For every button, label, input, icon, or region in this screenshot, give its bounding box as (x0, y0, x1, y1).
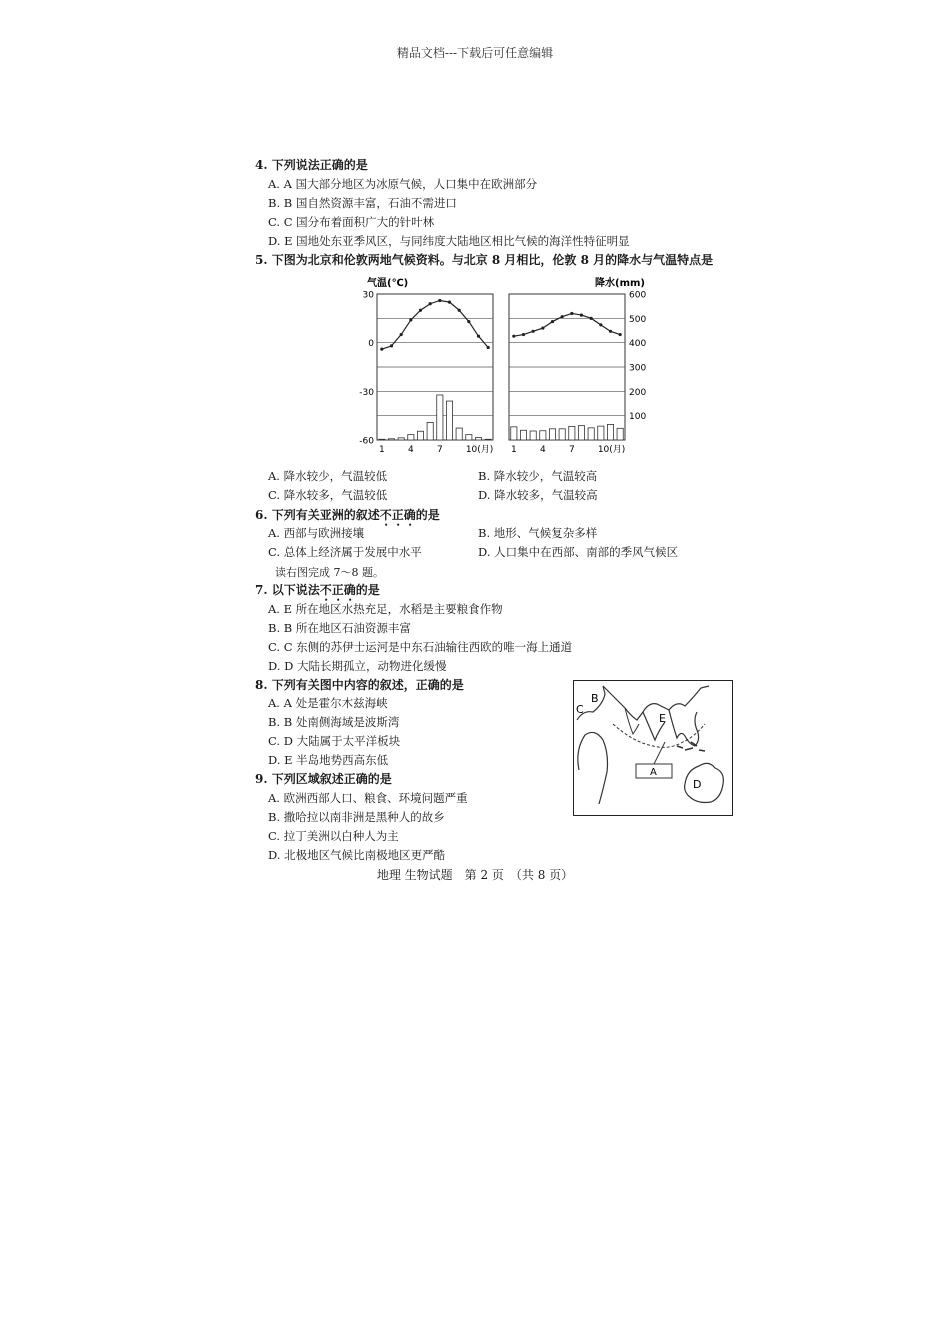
question-7-stem-emphasis: 不正确 (319, 583, 356, 597)
month-tick-label: 4 (539, 445, 546, 455)
precipitation-bar (398, 438, 404, 440)
temperature-point (561, 315, 564, 318)
question-6-option-b: B. 地形、气候复杂多样 (478, 526, 598, 540)
temperature-point (438, 299, 441, 302)
question-6-option-a: A. 西部与欧洲接壤 (268, 526, 365, 540)
precipitation-bar (559, 429, 565, 440)
map-label-d: D (693, 778, 702, 791)
question-7-option-b: B. B 所在地区石油资源丰富 (268, 621, 411, 635)
precipitation-bar (520, 430, 526, 440)
precipitation-tick-label: 400 (629, 339, 647, 350)
question-6-stem-pre: 6. 下列有关亚洲的叙述 (255, 508, 380, 522)
precipitation-bar (569, 426, 575, 440)
question-7-option-d: D. D 大陆长期孤立，动物进化缓慢 (268, 659, 447, 673)
precipitation-bars (379, 395, 624, 440)
precipitation-axis-label: 降水(mm) (595, 278, 645, 289)
temperature-point (487, 346, 490, 349)
precipitation-bar (485, 439, 491, 440)
month-tick-label: 7 (568, 445, 575, 455)
temperature-point (580, 313, 583, 316)
temperature-tick-label: 0 (368, 339, 374, 350)
temperature-ticks (359, 291, 374, 447)
map-label-e: E (659, 712, 666, 725)
question-8-option-d: D. E 半岛地势西高东低 (268, 753, 389, 767)
precipitation-bar (578, 426, 584, 440)
question-5-option-d: D. 降水较多，气温较高 (478, 488, 598, 502)
precipitation-bar (379, 439, 385, 440)
precipitation-tick-label: 200 (629, 387, 647, 398)
question-8-option-b: B. B 处南侧海域是波斯湾 (268, 715, 400, 729)
question-4-option-b: B. B 国自然资源丰富，石油不需进口 (268, 196, 457, 210)
month-tick-label: 10(月) (597, 445, 626, 455)
question-7-option-a: A. E 所在地区水热充足，水稻是主要粮食作物 (268, 602, 503, 616)
precipitation-bar (549, 429, 555, 440)
map-label-a: A (650, 767, 657, 778)
question-9-option-d: D. 北极地区气候比南极地区更严酷 (268, 848, 446, 862)
question-8-option-c: C. D 大陆属于太平洋板块 (268, 734, 401, 748)
temperature-point (409, 318, 412, 321)
precipitation-tick-label: 600 (629, 290, 647, 301)
temperature-point (380, 348, 383, 351)
temperature-point (467, 320, 470, 323)
temperature-point (541, 326, 544, 329)
question-6-stem-emphasis: 不正确 (379, 508, 416, 522)
temperature-point (590, 317, 593, 320)
precipitation-tick-label: 300 (629, 363, 647, 374)
climate-chart (355, 272, 655, 462)
precipitation-bar (437, 395, 443, 440)
month-tick-label: 1 (378, 445, 385, 455)
question-7-stem-post: 的是 (355, 583, 380, 597)
temperature-tick-label: 30 (362, 290, 374, 301)
question-4-option-c: C. C 国分布着面积广大的针叶林 (268, 215, 435, 229)
month-tick-label: 10(月) (465, 445, 494, 455)
precipitation-bar (540, 431, 546, 440)
temperature-point (522, 333, 525, 336)
chart-axis-labels (367, 276, 645, 289)
temperature-point (609, 330, 612, 333)
temperature-point (448, 301, 451, 304)
temperature-point (419, 309, 422, 312)
precipitation-bar (475, 438, 481, 440)
question-5-option-a: A. 降水较少，气温较低 (268, 469, 388, 483)
temperature-point (390, 344, 393, 347)
question-4-stem: 4. 下列说法正确的是 (255, 158, 368, 172)
question-6-option-d: D. 人口集中在西部、南部的季风气候区 (478, 545, 679, 559)
precipitation-bar (456, 428, 462, 440)
question-9-option-c: C. 拉丁美洲以白种人为主 (268, 829, 399, 843)
temperature-tick-label: -60 (359, 436, 374, 447)
precipitation-bar (598, 426, 604, 440)
question-8-stem: 8. 下列有关图中内容的叙述，正确的是 (255, 678, 464, 692)
question-6-stem-post: 的是 (415, 508, 440, 522)
month-tick-label: 4 (407, 445, 414, 455)
question-6-option-c: C. 总体上经济属于发展中水平 (268, 545, 422, 559)
temperature-point (619, 333, 622, 336)
month-tick-label: 7 (436, 445, 443, 455)
temperature-point (429, 302, 432, 305)
precipitation-tick-label: 100 (629, 412, 647, 423)
precipitation-bar (607, 424, 613, 440)
precipitation-bar (388, 439, 394, 440)
question-9-option-a: A. 欧洲西部人口、粮食、环境问题严重 (268, 791, 468, 805)
precipitation-bar (511, 427, 517, 440)
region-map (573, 680, 733, 816)
question-5-option-c: C. 降水较多，气温较低 (268, 488, 388, 502)
temperature-point (551, 320, 554, 323)
precipitation-bar (530, 431, 536, 440)
page-header: 精品文档---下载后可任意编辑 (396, 46, 554, 60)
precipitation-bar (617, 428, 623, 440)
temperature-tick-label: -30 (359, 387, 374, 398)
question-5-stem: 5. 下图为北京和伦敦两地气候资料。与北京 8 月相比，伦敦 8 月的降水与气温特点是 (255, 253, 714, 267)
temperature-line (382, 300, 488, 349)
temperature-point (477, 335, 480, 338)
temperature-point (512, 335, 515, 338)
question-4-option-a: A. A 国大部分地区为冰原气候，人口集中在欧洲部分 (268, 177, 538, 191)
question-7-stem-pre: 7. 以下说法 (255, 583, 320, 597)
precipitation-ticks (629, 291, 646, 423)
precipitation-tick-label: 500 (629, 314, 647, 325)
map-label-c: C (576, 703, 584, 716)
month-tick-label: 1 (510, 445, 517, 455)
month-ticks (379, 444, 625, 455)
precipitation-bar (408, 435, 414, 440)
map-label-b: B (591, 692, 599, 705)
temperature-line (514, 313, 620, 336)
precipitation-bar (446, 401, 452, 440)
question-4-option-d: D. E 国地处东亚季风区，与同纬度大陆地区相比气候的海洋性特征明显 (268, 234, 630, 248)
temperature-point (400, 333, 403, 336)
question-8-option-a: A. A 处是霍尔木兹海峡 (268, 696, 388, 710)
page-footer: 地理 生物试题 第 2 页 （共 8 页） (376, 868, 574, 882)
temperature-point (570, 312, 573, 315)
question-7-option-c: C. C 东侧的苏伊士运河是中东石油输往西欧的唯一海上通道 (268, 640, 573, 654)
temperature-point (458, 309, 461, 312)
question-9-option-b: B. 撒哈拉以南非洲是黑种人的故乡 (268, 810, 445, 824)
precipitation-bar (466, 435, 472, 440)
reading-note: 读右图完成 7～8 题。 (275, 566, 384, 579)
precipitation-bar (417, 431, 423, 440)
temperature-point (599, 323, 602, 326)
question-5-option-b: B. 降水较少，气温较高 (478, 469, 598, 483)
question-9-stem: 9. 下列区域叙述正确的是 (255, 772, 392, 786)
precipitation-bar (588, 428, 594, 440)
temperature-point (532, 330, 535, 333)
precipitation-bar (427, 422, 433, 440)
temperature-axis-label: 气温(℃) (367, 278, 409, 289)
